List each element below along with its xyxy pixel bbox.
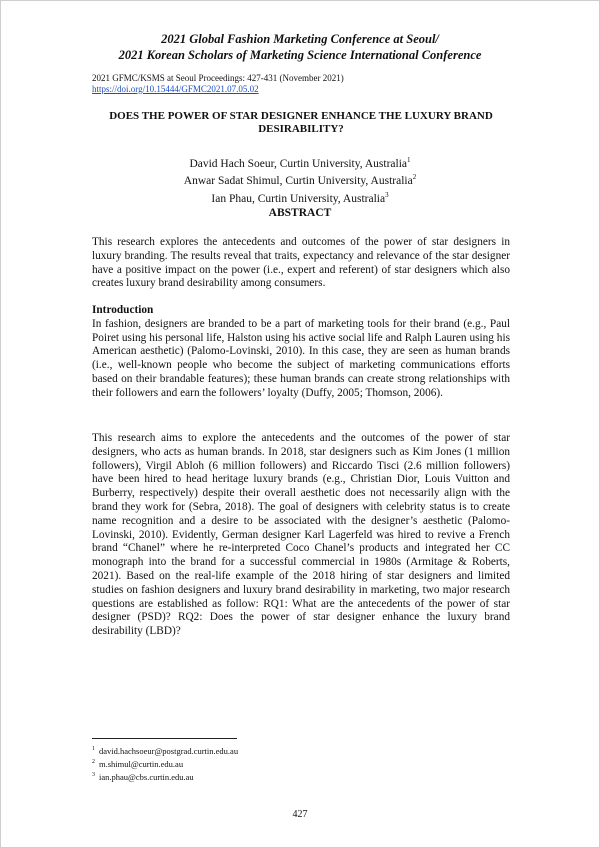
author-line: David Hach Soeur, Curtin University, Australia$^1$	[189, 156, 411, 170]
conference-line-2: 2021 Korean Scholars of Marketing Science International Conference	[118, 48, 482, 62]
footnote-item: $^1$ david.hachsoeur@postgrad.curtin.edu.au	[92, 745, 239, 756]
footnote-divider	[92, 738, 237, 739]
author-line: Anwar Sadat Shimul, Curtin University, Australia$^2$	[183, 173, 417, 188]
introduction-paragraph-2: This research aims to explore the antecedents and the outcomes of the power of star designers, who acts as human brands. In 2018, star designers such as Kim Jones (1 million followers), Virgil Abloh (6 million followers) and Riccardo Tisci (2.6 million followers) have been hired to head heritage luxury brands (e.g., Christian Dior, Louis Vuitton and Burberry, respectively) despite their overall aesthetic does not necessarily align with the brand they work for (Sebra, 2018). The goal of designers with celebrity status is to create name recognition and a desire to be associated with the designer’s aesthetic (Palomo-Lovinski, 2010). Evidently, German designer Karl Lagerfeld was hired to revive a French brand “Chanel” where he re-interpreted Coco Chanel’s products and integrated her CC monograph into the brand for a successful commercial in 1980s (Armitage & Roberts, 2021). Based on the real-life example of the 2018 hiring of star designers and limited studies on fashion designers and luxury brand desirability in marketing, two major research questions are established as follow: RQ1: What are the antecedents of the power of star designer (PSD)? RQ2: Does the power of star designer enhance the luxury brand desirability (LBD)?	[92, 432, 510, 638]
abstract-heading: ABSTRACT	[268, 207, 332, 219]
paper-title: DOES THE POWER OF STAR DESIGNER ENHANCE THE LUXURY BRAND DESIRABILITY?	[109, 110, 493, 135]
conference-line-1: 2021 Global Fashion Marketing Conference at Seoul/	[161, 32, 439, 46]
conference-header	[1, 31, 599, 63]
doi-link[interactable]: https://doi.org/10.15444/GFMC2021.07.05.02	[92, 84, 259, 94]
proceedings-citation: 2021 GFMC/KSMS at Seoul Proceedings: 427-431 (November 2021)	[92, 73, 344, 83]
footnote-item: $^3$ ian.phau@cbs.curtin.edu.au	[92, 771, 194, 782]
introduction-paragraph-1: In fashion, designers are branded to be a part of marketing tools for their brand (e.g., Paul Poiret using his personal life, Halston using his active social life and Ralph Lauren using his American aesthetic) (Palomo-Lovinski, 2010). In this case, they are seen as human brands (i.e., well-known people who become the subject of marketing communications efforts based on their brandable features); these human brands can create strong relationships with their followers and earn the followers’ loyalty (Duffy, 2005; Thomson, 2006).	[92, 317, 510, 399]
author-line: Ian Phau, Curtin University, Australia$^3$	[211, 190, 389, 205]
page-number: 427	[292, 809, 308, 820]
abstract-text: This research explores the antecedents and outcomes of the power of star designers in luxury branding. The results reveal that traits, expectancy and relevance of the star designer have a positive impact on the power (i.e., expert and referent) of star designers which also creates luxury brand desirability among consumers.	[92, 236, 510, 290]
introduction-heading: Introduction	[92, 304, 154, 316]
proceedings-info	[92, 73, 344, 95]
author-list	[1, 154, 599, 206]
introduction-section	[92, 304, 510, 401]
footnote-item: $^2$ m.shimul@curtin.edu.au	[92, 758, 184, 769]
footnotes	[92, 744, 238, 782]
